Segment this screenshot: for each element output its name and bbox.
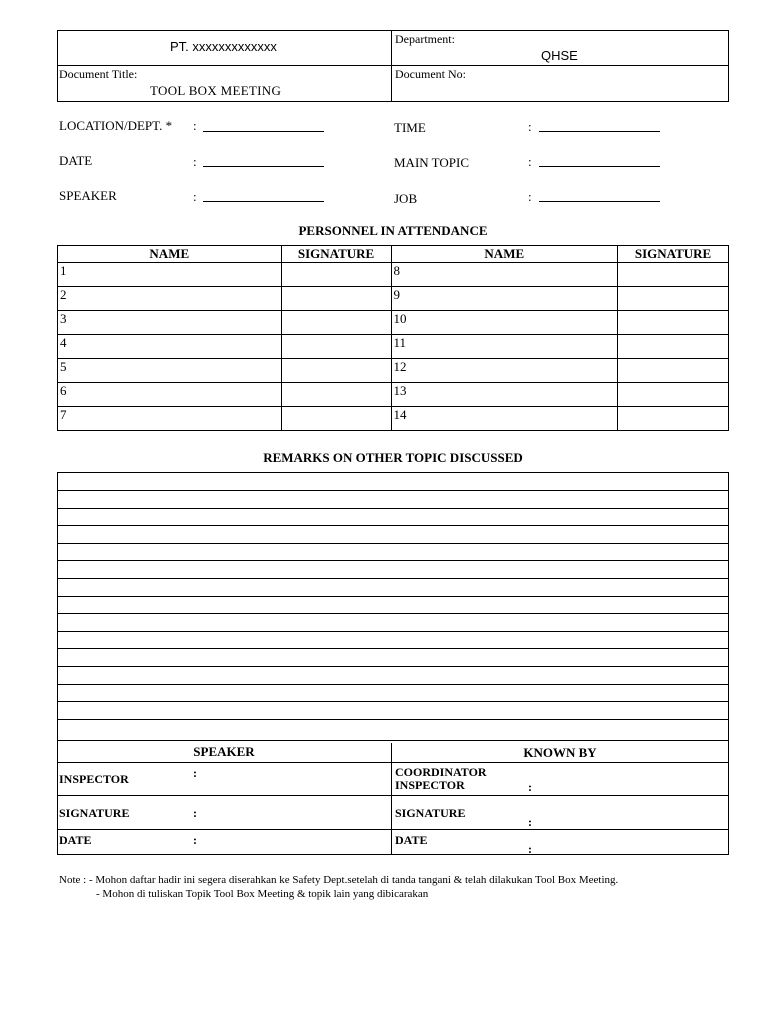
signature-cell[interactable] — [281, 311, 391, 335]
row-number[interactable]: 11 — [391, 335, 618, 359]
note-line-2: - Mohon di tuliskan Topik Tool Box Meeting & topik lain yang dibicarakan — [96, 888, 429, 900]
table-row — [58, 359, 729, 383]
remarks-writing-line[interactable] — [57, 613, 729, 614]
signoff-row-divider-1 — [57, 795, 729, 796]
row-number[interactable]: 4 — [58, 335, 282, 359]
col-signature-right: SIGNATURE — [618, 246, 729, 263]
col-name-right: NAME — [391, 246, 618, 263]
attendance-table — [57, 245, 729, 431]
remarks-writing-line[interactable] — [57, 648, 729, 649]
remarks-title: REMARKS ON OTHER TOPIC DISCUSSED — [263, 450, 523, 465]
speaker-signature-colon[interactable]: : — [193, 806, 197, 820]
time-colon: : — [528, 119, 532, 134]
location-colon: : — [193, 118, 197, 133]
row-number[interactable]: 7 — [58, 407, 282, 431]
knownby-signature-colon[interactable]: : — [528, 815, 532, 829]
speaker-signature-label: SIGNATURE — [59, 806, 130, 820]
row-number[interactable]: 10 — [391, 311, 618, 335]
col-signature-left: SIGNATURE — [281, 246, 391, 263]
remarks-writing-line[interactable] — [57, 684, 729, 685]
row-number[interactable]: 2 — [58, 287, 282, 311]
inspector-label: INSPECTOR — [59, 772, 129, 786]
col-name-left: NAME — [58, 246, 282, 263]
inspector-colon[interactable]: : — [193, 766, 197, 780]
row-number[interactable]: 12 — [391, 359, 618, 383]
signature-cell[interactable] — [618, 287, 729, 311]
speaker-heading: SPEAKER — [193, 744, 255, 759]
signature-cell[interactable] — [281, 263, 391, 287]
signoff-row-divider-2 — [57, 829, 729, 830]
signature-cell[interactable] — [281, 335, 391, 359]
document-title-label: Document Title: — [59, 67, 138, 81]
table-row — [58, 407, 729, 431]
remarks-writing-line[interactable] — [57, 560, 729, 561]
main-topic-label: MAIN TOPIC — [394, 155, 470, 170]
main-topic-colon: : — [528, 154, 532, 169]
signature-cell[interactable] — [618, 263, 729, 287]
row-number[interactable]: 8 — [391, 263, 618, 287]
time-input-line[interactable] — [539, 131, 660, 132]
signature-cell[interactable] — [281, 287, 391, 311]
speaker-date-label: DATE — [59, 833, 92, 847]
table-row — [58, 263, 729, 287]
remarks-writing-line[interactable] — [57, 596, 729, 597]
speaker-label: SPEAKER — [59, 188, 117, 203]
row-number[interactable]: 5 — [58, 359, 282, 383]
row-number[interactable]: 9 — [391, 287, 618, 311]
attendance-title: PERSONNEL IN ATTENDANCE — [298, 223, 488, 238]
knownby-signature-label: SIGNATURE — [395, 806, 466, 820]
row-number[interactable]: 6 — [58, 383, 282, 407]
remarks-writing-line[interactable] — [57, 543, 729, 544]
department-label: Department: — [395, 32, 455, 46]
remarks-writing-line[interactable] — [57, 701, 729, 702]
signature-cell[interactable] — [618, 335, 729, 359]
speaker-colon: : — [193, 189, 197, 204]
remarks-writing-line[interactable] — [57, 631, 729, 632]
job-colon: : — [528, 189, 532, 204]
time-label: TIME — [394, 120, 426, 135]
date-colon: : — [193, 154, 197, 169]
signature-cell[interactable] — [618, 407, 729, 431]
signature-cell[interactable] — [618, 359, 729, 383]
table-row — [58, 311, 729, 335]
note-line-1: Note : - Mohon daftar hadir ini segera diserahkan ke Safety Dept.setelah di tanda tangani & telah dilakukan Tool Box Meeting. — [59, 874, 619, 886]
department-value: QHSE — [541, 48, 578, 63]
signoff-top-double-line — [57, 740, 729, 741]
remarks-writing-line[interactable] — [57, 666, 729, 667]
remarks-writing-line[interactable] — [57, 578, 729, 579]
remarks-writing-line[interactable] — [57, 508, 729, 509]
document-no-label: Document No: — [395, 67, 466, 81]
speaker-input-line[interactable] — [203, 201, 324, 202]
knownby-date-colon[interactable]: : — [528, 842, 532, 856]
signature-cell[interactable] — [281, 383, 391, 407]
location-input-line[interactable] — [203, 131, 324, 132]
signoff-header-divider — [57, 762, 729, 763]
coordinator-colon[interactable]: : — [528, 780, 532, 794]
company-name: PT. xxxxxxxxxxxxx — [170, 39, 277, 54]
row-number[interactable]: 13 — [391, 383, 618, 407]
job-label: JOB — [394, 191, 418, 206]
signature-cell[interactable] — [618, 311, 729, 335]
row-number[interactable]: 14 — [391, 407, 618, 431]
remarks-writing-line[interactable] — [57, 490, 729, 491]
knownby-date-label: DATE — [395, 833, 428, 847]
main-topic-input-line[interactable] — [539, 166, 660, 167]
header-row-divider — [57, 65, 729, 66]
document-title-value: TOOL BOX MEETING — [150, 83, 282, 98]
remarks-box — [57, 472, 729, 855]
signature-cell[interactable] — [281, 359, 391, 383]
signature-cell[interactable] — [618, 383, 729, 407]
signature-cell[interactable] — [281, 407, 391, 431]
date-input-line[interactable] — [203, 166, 324, 167]
row-number[interactable]: 1 — [58, 263, 282, 287]
header-divider — [391, 30, 392, 102]
job-input-line[interactable] — [539, 201, 660, 202]
row-number[interactable]: 3 — [58, 311, 282, 335]
coordinator-inspector-label: INSPECTOR — [395, 778, 465, 792]
remarks-writing-line[interactable] — [57, 719, 729, 720]
location-label: LOCATION/DEPT. * — [59, 118, 173, 133]
table-row — [58, 383, 729, 407]
table-row — [58, 287, 729, 311]
table-row — [58, 335, 729, 359]
coordinator-label: COORDINATOR — [395, 765, 487, 779]
speaker-date-colon[interactable]: : — [193, 833, 197, 847]
known-by-heading: KNOWN BY — [523, 745, 597, 760]
remarks-writing-line[interactable] — [57, 525, 729, 526]
date-label: DATE — [59, 153, 93, 168]
